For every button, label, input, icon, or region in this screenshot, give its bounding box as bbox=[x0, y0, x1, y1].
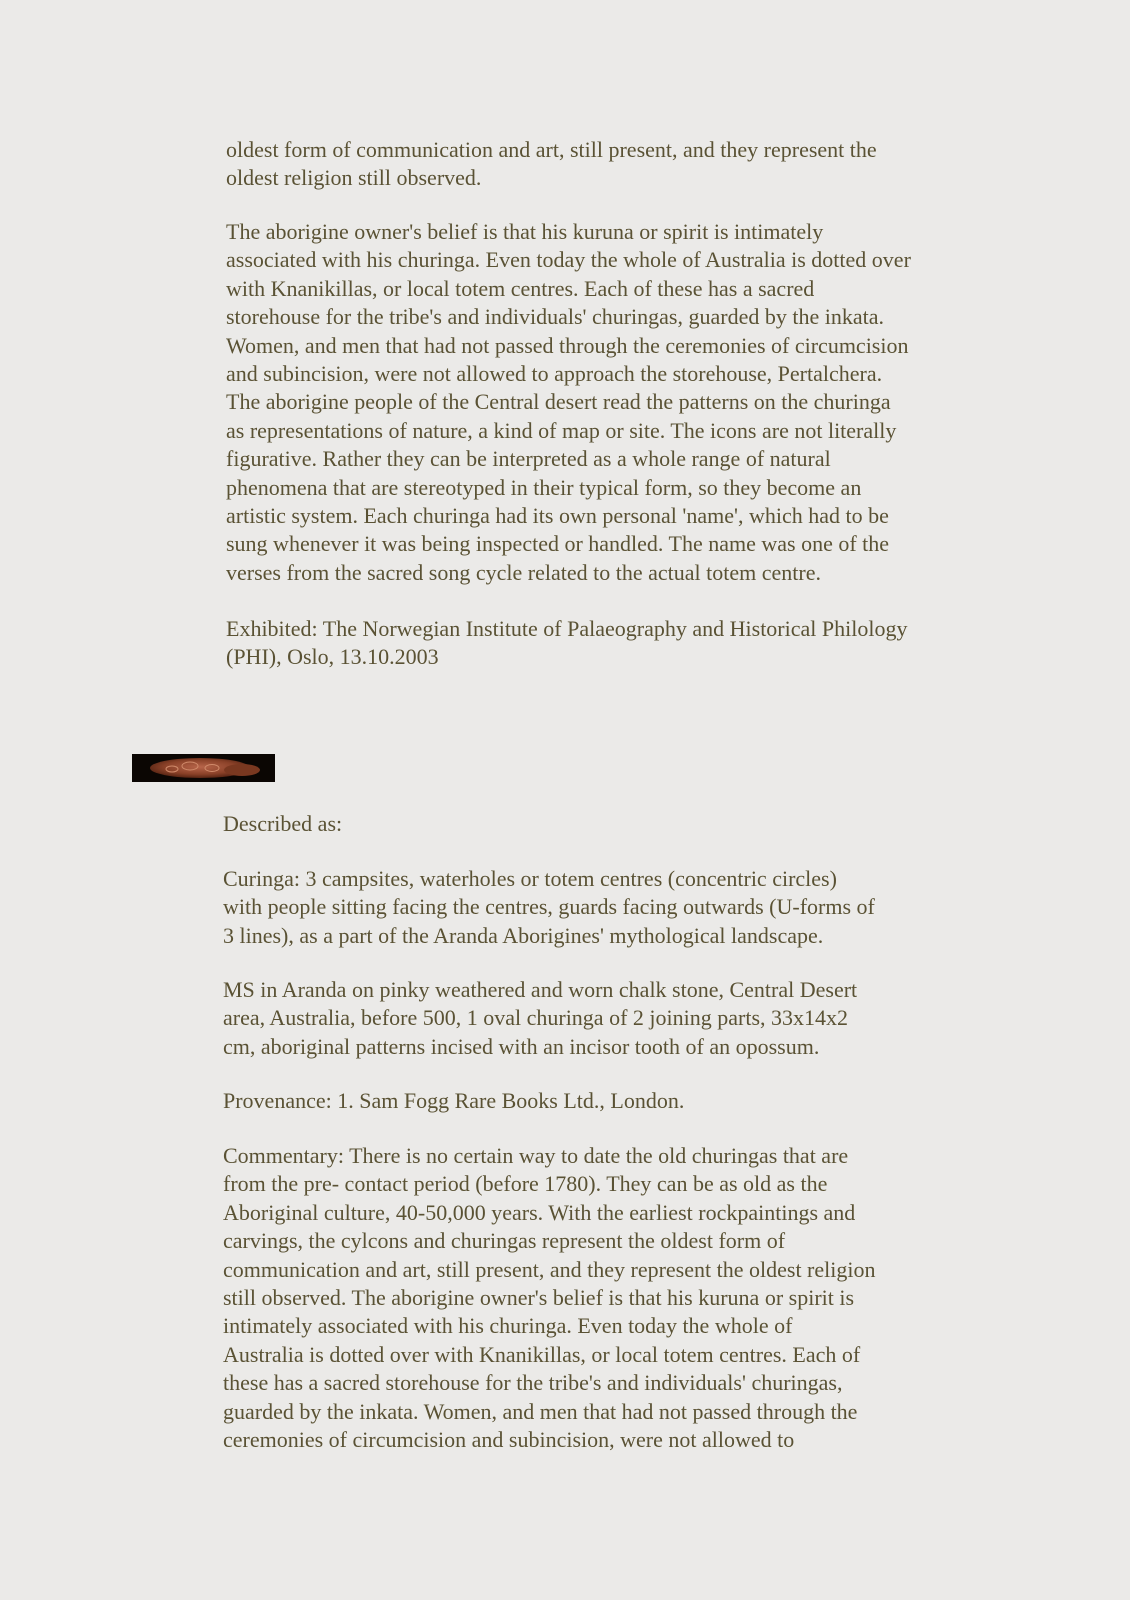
text-line: Aboriginal culture, 40-50,000 years. With the earliest rockpaintings and bbox=[223, 1199, 856, 1225]
paragraph-provenance bbox=[223, 1087, 684, 1115]
text-line: figurative. Rather they can be interpreted as a whole range of natural bbox=[226, 446, 831, 472]
text-line: guarded by the inkata. Women, and men that had not passed through the bbox=[223, 1398, 858, 1424]
text-line: Women, and men that had not passed through the ceremonies of circumcision bbox=[226, 332, 909, 358]
text-line: Exhibited: The Norwegian Institute of Palaeography and Historical Philology bbox=[226, 616, 908, 641]
text-line: storehouse for the tribe's and individuals' churingas, guarded by the inkata. bbox=[226, 304, 884, 330]
text-line: (PHI), Oslo, 13.10.2003 bbox=[226, 644, 439, 670]
text-line: Commentary: There is no certain way to date the old churingas that are bbox=[223, 1143, 849, 1168]
text-line: with Knanikillas, or local totem centres. Each of these has a sacred bbox=[226, 275, 815, 301]
churinga-stone-image bbox=[132, 754, 275, 782]
text-line: and subincision, were not allowed to approach the storehouse, Pertalchera. bbox=[226, 361, 883, 387]
text-line: verses from the sacred song cycle related to the actual totem centre. bbox=[226, 559, 821, 585]
text-line: The aborigine owner's belief is that his kuruna or spirit is intimately bbox=[226, 219, 824, 244]
paragraph-ms bbox=[223, 976, 857, 1061]
text-line: artistic system. Each churinga had its own personal 'name', which had to be bbox=[226, 503, 889, 529]
paragraph-aborigine-belief bbox=[226, 218, 911, 587]
text-line: with people sitting facing the centres, guards facing outwards (U-forms of bbox=[223, 894, 875, 920]
text-line: Curinga: 3 campsites, waterholes or totem centres (concentric circles) bbox=[223, 866, 837, 891]
text-line: from the pre- contact period (before 1780). They can be as old as the bbox=[223, 1171, 828, 1197]
paragraph-commentary bbox=[223, 1142, 875, 1454]
text-line: The aborigine people of the Central desert read the patterns on the churinga bbox=[226, 389, 891, 415]
text-line: phenomena that are stereotyped in their typical form, so they become an bbox=[226, 474, 862, 500]
text-line: cm, aboriginal patterns incised with an incisor tooth of an opossum. bbox=[223, 1033, 820, 1059]
text-line: 3 lines), as a part of the Aranda Aborigines' mythological landscape. bbox=[223, 922, 824, 948]
text-line: communication and art, still present, and they represent the oldest religion bbox=[223, 1256, 876, 1282]
text-line: Australia is dotted over with Knanikillas, or local totem centres. Each of bbox=[223, 1341, 861, 1367]
text-line: as representations of nature, a kind of map or site. The icons are not literally bbox=[226, 417, 897, 443]
text-line: carvings, the cylcons and churingas represent the oldest form of bbox=[223, 1228, 786, 1254]
text-line: these has a sacred storehouse for the tribe's and individuals' churingas, bbox=[223, 1370, 843, 1396]
text-line: Provenance: 1. Sam Fogg Rare Books Ltd., London. bbox=[223, 1088, 685, 1113]
text-line: oldest religion still observed. bbox=[226, 165, 482, 191]
text-line: area, Australia, before 500, 1 oval churinga of 2 joining parts, 33x14x2 bbox=[223, 1005, 849, 1031]
text-line: sung whenever it was being inspected or handled. The name was one of the bbox=[226, 531, 890, 557]
paragraph-exhibited bbox=[226, 615, 907, 672]
paragraph-intro-continued bbox=[226, 136, 877, 193]
text-line: MS in Aranda on pinky weathered and worn chalk stone, Central Desert bbox=[223, 977, 858, 1002]
heading-described-as bbox=[223, 810, 342, 838]
text-line: Described as: bbox=[223, 811, 343, 836]
paragraph-curinga bbox=[223, 865, 875, 950]
text-line: ceremonies of circumcision and subincision, were not allowed to bbox=[223, 1427, 795, 1453]
text-line: intimately associated with his churinga. Even today the whole of bbox=[223, 1313, 793, 1339]
text-line: oldest form of communication and art, still present, and they represent the bbox=[226, 137, 877, 162]
text-line: still observed. The aborigine owner's belief is that his kuruna or spirit is bbox=[223, 1285, 855, 1311]
churinga-stone-icon bbox=[132, 754, 275, 782]
text-line: associated with his churinga. Even today the whole of Australia is dotted over bbox=[226, 247, 911, 273]
